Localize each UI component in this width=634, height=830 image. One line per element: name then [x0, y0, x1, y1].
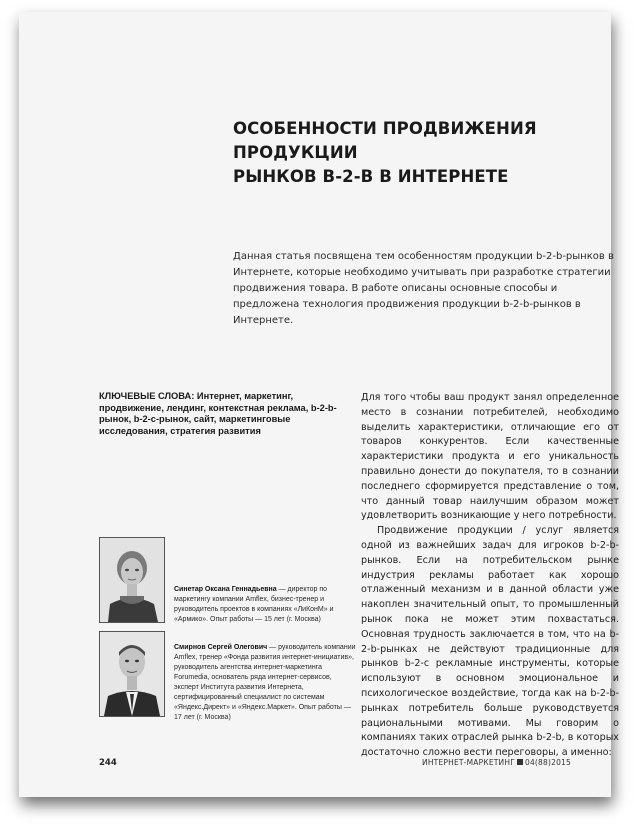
journal-footer	[422, 758, 571, 767]
body-paragraph: Продвижение продукции / услуг является одной из важнейших задач для игроков b-2-b-рынков. Если на потребительском рынке индустрия рекламы работает как хорошо отлаженный механизм и в данной области уже накоплен значительный опыт, то промышленный рынок пока не может этим похвастаться. Основная трудность заключается в том, что на b-2-b-рынках не действуют традиционные для рынков b-2-c рекламные инструменты, которые используют в основном эмоциональное и психологическое воздействие, тогда как на b-2-b-рынках потребитель больше руководствуется рациональными мотивами. Мы говорим о компаниях таких отраслей рынка b-2-b, в которых достаточно сложно вести переговоры, а именно:	[361, 525, 619, 759]
keywords-label: КЛЮЧЕВЫЕ СЛОВА:	[99, 391, 195, 401]
keywords-block	[99, 391, 355, 437]
article-abstract: Данная статья посвящена тем особенностям продукции b-2-b-рынков в Интернете, которые необходимо учитывать при разработке стратегии продвижения товара. В работе описаны основные способы и предложена технология продвижения продукции b-2-b-рынков в Интернете.	[233, 251, 614, 326]
author-name: Смирнов Сергей Олегович	[174, 644, 268, 651]
page-number: 244	[99, 758, 117, 768]
author-name: Синетар Оксана Геннадьевна	[174, 586, 277, 593]
author-bio-1	[174, 585, 357, 625]
square-bullet-icon	[517, 759, 523, 765]
author-bio-2	[174, 643, 357, 723]
journal-page	[19, 12, 619, 797]
body-paragraph: Для того чтобы ваш продукт занял определенное место в сознании потребителей, необходимо выделить характеристики, отличающие его от товаров конкурентов. Если качественные характеристики продукта и его уникальность правильно донести до покупателя, то в сознании последнего сформируется представление о том, что данный товар наилучшим образом может удовлетворить возникающие у него потребности.	[361, 392, 619, 522]
author-description: — директор по маркетингу компании Amflex, бизнес-тренер и руководитель проектов в компаниях «ЛиКонМ» и «Армико». Опыт работы — 15 лет (г. Москва)	[174, 586, 334, 623]
article-title-line-2: РЫНКОВ B-2-B В ИНТЕРНЕТЕ	[233, 167, 509, 186]
article-body	[361, 391, 619, 761]
journal-name: ИНТЕРНЕТ-МАРКЕТИНГ	[422, 758, 515, 767]
woman-portrait-icon	[100, 538, 164, 622]
author-photo-man	[99, 631, 165, 717]
article-title	[233, 117, 623, 189]
keywords-text: Интернет, маркетинг, продвижение, лендинг, контекстная реклама, b-2-b-рынок, b-2-c-рынок, сайт, маркетинговые исследования, стратегия развития	[99, 391, 337, 436]
author-photo-woman	[99, 537, 165, 623]
journal-issue: 04(88)2015	[524, 758, 571, 767]
man-portrait-icon	[100, 632, 164, 716]
author-description: — руководитель компании Amflex, тренер «Фонда развития интернет-инициатив», руководитель агентства интернет-маркетинга Forumedia, основатель ряда интернет-сервисов, эксперт Института развития Интернета, сертифицированный специалист по системам «Яндекс.Директ» и «Яндекс.Маркет». Опыт работы — 17 лет (г. Москва)	[174, 644, 356, 721]
article-title-line-1: ОСОБЕННОСТИ ПРОДВИЖЕНИЯ ПРОДУКЦИИ	[233, 119, 537, 162]
